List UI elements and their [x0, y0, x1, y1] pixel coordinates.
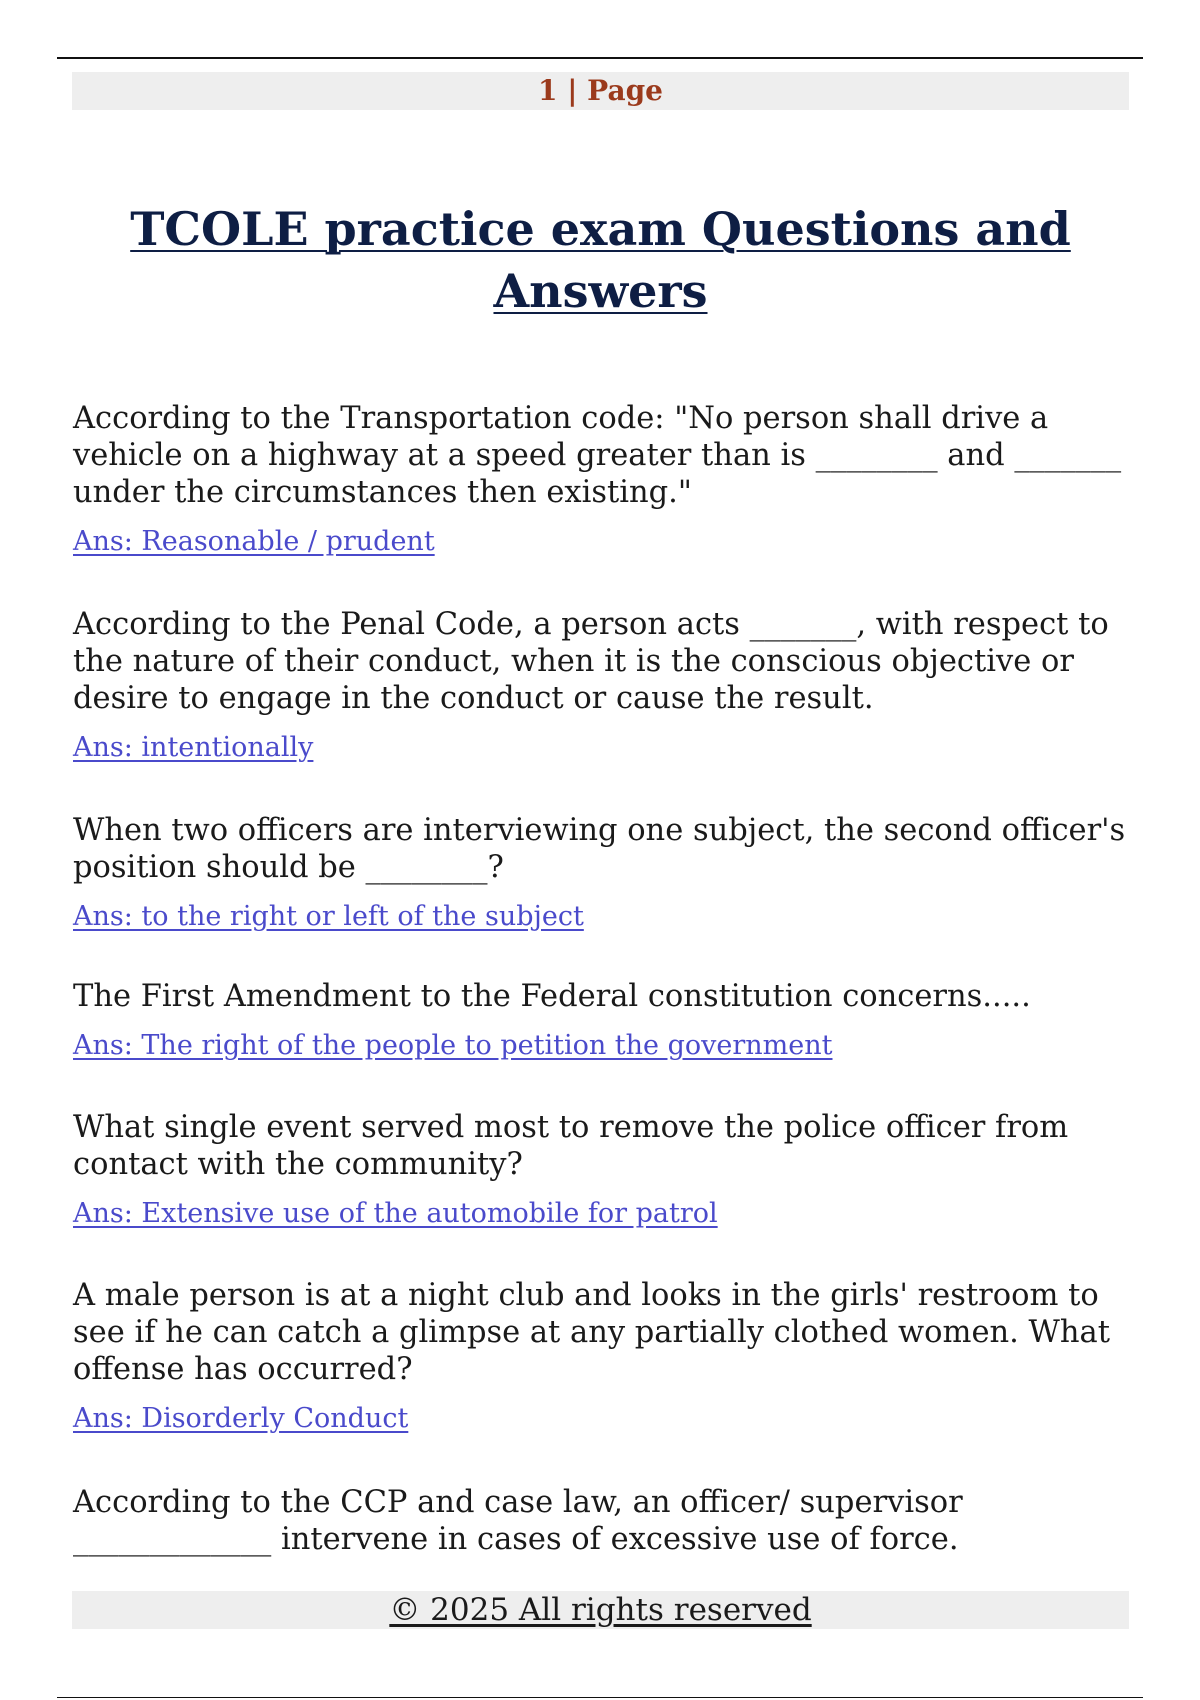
qa-item-2: [73, 606, 1133, 765]
copyright-text: © 2025 All rights reserved: [389, 1592, 812, 1628]
answer-text: Ans: to the right or left of the subject: [73, 901, 584, 932]
qa-item-4: [73, 978, 1133, 1063]
question-text: When two officers are interviewing one subject, the second officer's position should be ________?: [73, 813, 1126, 885]
answer-text: Ans: Extensive use of the automobile for patrol: [73, 1198, 718, 1229]
question-text: According to the Transportation code: "No person shall drive a vehicle on a highway at a speed greater than is ________ and _______ under the circumstances then existing.": [73, 401, 1122, 510]
question-text: According to the CCP and case law, an officer/ supervisor _____________ intervene in cases of excessive use of force.: [73, 1485, 963, 1557]
question-text: The First Amendment to the Federal constitution concerns.....: [73, 979, 1031, 1014]
question-text: A male person is at a night club and looks in the girls' restroom to see if he can catch a glimpse at any partially clothed women. What offense has occurred?: [73, 1278, 1110, 1387]
document-title: [72, 198, 1129, 322]
page-number-label: 1 | Page: [537, 74, 663, 107]
question-text: According to the Penal Code, a person acts _______, with respect to the nature of their conduct, when it is the conscious objective or desire to engage in the conduct or cause the result.: [73, 607, 1109, 716]
answer-text: Ans: Reasonable / prudent: [73, 526, 435, 557]
bottom-rule: [57, 1697, 1143, 1698]
qa-item-5: [73, 1109, 1133, 1231]
qa-item-7: [73, 1484, 1133, 1558]
top-rule: [57, 57, 1143, 59]
answer-text: Ans: Disorderly Conduct: [73, 1403, 409, 1434]
document-title-text: TCOLE practice exam Questions and Answers: [130, 202, 1071, 318]
qa-item-3: [73, 812, 1133, 934]
qa-item-6: [73, 1277, 1133, 1436]
answer-text: Ans: The right of the people to petition the government: [73, 1030, 833, 1061]
answer-text: Ans: intentionally: [73, 732, 314, 763]
question-text: What single event served most to remove the police officer from contact with the community?: [73, 1110, 1069, 1182]
qa-item-1: [73, 400, 1133, 559]
page-number-header: [72, 72, 1129, 110]
copyright-footer: [72, 1591, 1129, 1629]
